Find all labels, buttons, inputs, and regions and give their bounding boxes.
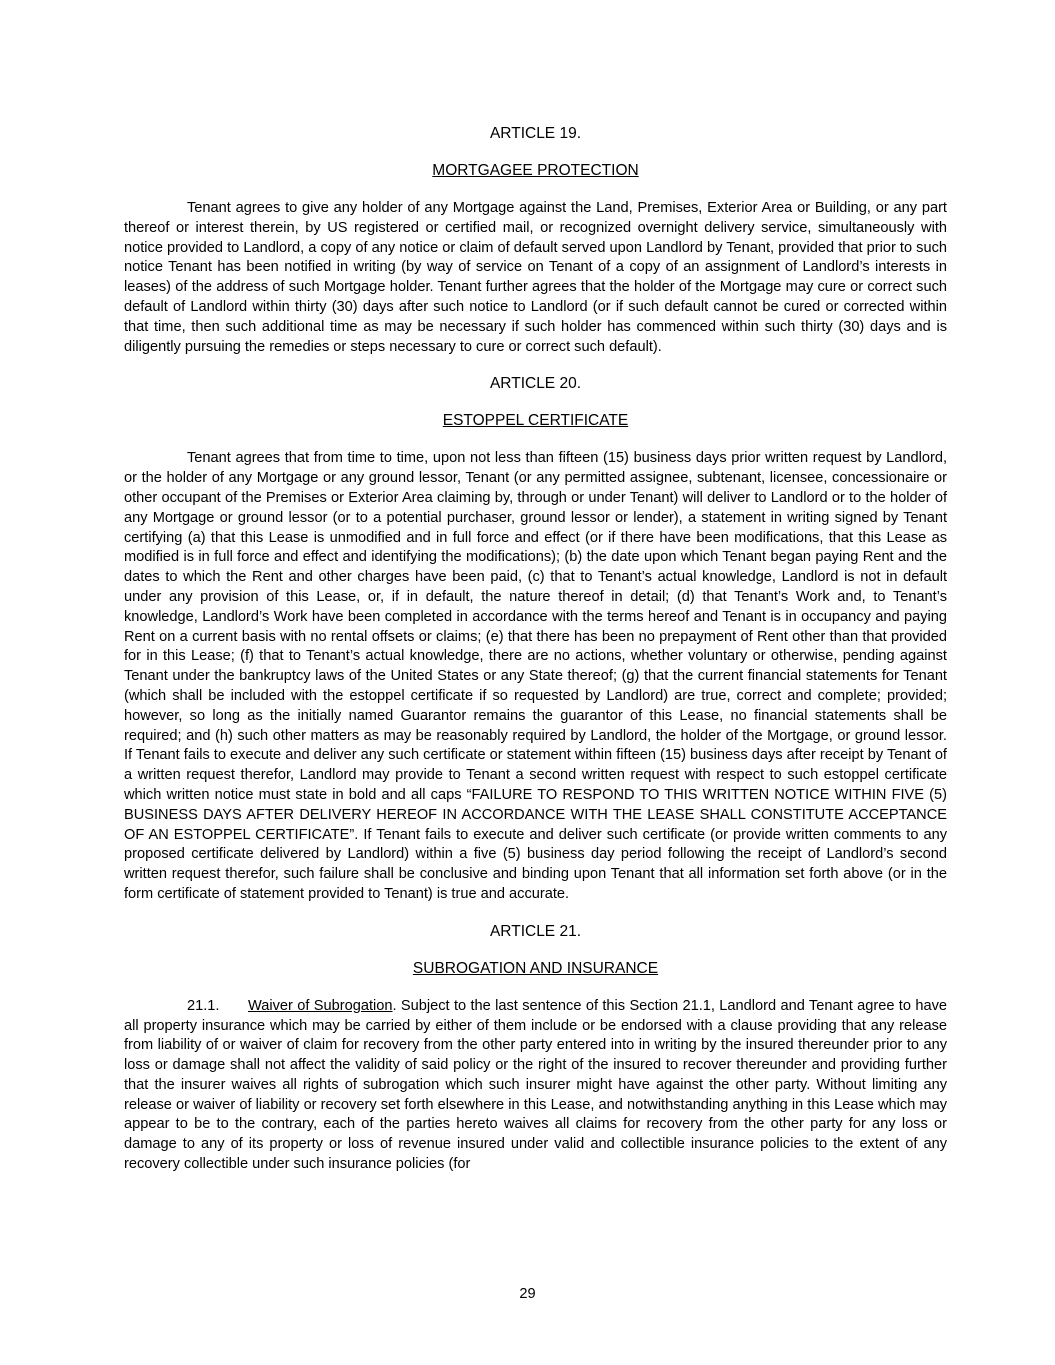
article-21-heading: ARTICLE 21. [489,922,582,940]
article-21-title: SUBROGATION AND INSURANCE [412,959,659,977]
article-20-heading: ARTICLE 20. [489,375,582,393]
document-page [124,124,947,1192]
section-number: 21.1. [187,997,220,1014]
article-19-heading: ARTICLE 19. [489,125,582,142]
article-20-body: Tenant agrees that from time to time, upon not less than fifteen (15) business days prior written request by Landlord, or the holder of any Mortgage or any ground lessor, Tenant (or any permitted assignee, subtenant, licensee, concessionaire or other occupant of the Premises or Exterior Area claiming by, through or under Tenant) will deliver to Landlord or to the holder of any Mortgage or ground lessor (or to a potential purchaser, ground lessor or lender), a statement in writing signed by Tenant certifying (a) that this Lease is unmodified and in full force and effect (or if there have been modifications, that this Lease as modified is in full force and effect and identifying the modifications); (b) the date upon which Tenant began paying Rent and the dates to which the Rent and other charges have been paid, (c) that to Tenant’s actual knowledge, Landlord is not in default under any provision of this Lease, or, if in default, the nature thereof in detail; (d) that Tenant’s Work and, to Tenant’s knowledge, Landlord’s Work have been completed in accordance with the terms hereof and Tenant is in occupancy and paying Rent on a current basis with no rental offsets or claims; (e) that there has been no prepayment of Rent other than that provided for in this Lease; (f) that to Tenant’s actual knowledge, there are no actions, whether voluntary or otherwise, pending against Tenant under the bankruptcy laws of the United States or any State thereof; (g) that the current financial statements for Tenant (which shall be included with the estoppel certificate if so requested by Landlord) are true, correct and complete; provided; however, so long as the initially named Guarantor remains the guarantor of this Lease, no financial statements shall be required; and (h) such other matters as may be reasonably required by Landlord, the holder of the Mortgage, or ground lessor. If Tenant fails to execute and deliver any such certificate or statement within fifteen (15) business days after receipt by Tenant of a written request therefor, Landlord may provide to Tenant a second written request with respect to such estoppel certificate which written notice must state in bold and all caps “FAILURE TO RESPOND TO THIS WRITTEN NOTICE WITHIN FIVE (5) BUSINESS DAYS AFTER DELIVERY HEREOF IN ACCORDANCE WITH THE LEASE SHALL CONSTITUTE ACCEPTANCE OF AN ESTOPPEL CERTIFICATE”. If Tenant fails to execute and deliver such certificate (or provide written comments to any proposed certificate delivered by Landlord) within a five (5) business day period following the receipt of Landlord’s second written request therefor, such failure shall be conclusive and binding upon Tenant that all information set forth above (or in the form certificate of statement provided to Tenant) is true and accurate. [124,450,947,902]
article-19-body: Tenant agrees to give any holder of any Mortgage against the Land, Premises, Exterior Area or Building, or any part thereof or interest therein, by US registered or certified mail, or recognized overnight delivery service, simultaneously with notice provided to Landlord, a copy of any notice or claim of default served upon Landlord by Tenant, provided that prior to such notice Tenant has been notified in writing (by way of service on Tenant of a copy of an assignment of Landlord’s interests in leases) of the address of such Mortgage holder. Tenant further agrees that the holder of the Mortgage may cure or correct such default of Landlord within thirty (30) days after such notice to Landlord (or if such default cannot be cured or corrected within that time, then such additional time as may be necessary if such holder has commenced within such thirty (30) days and is diligently pursuing the remedies or steps necessary to cure or correct such default). [124,200,947,355]
article-19-title: MORTGAGEE PROTECTION [432,162,639,179]
section-21-1-body: . Subject to the last sentence of this Section 21.1, Landlord and Tenant agree to have all property insurance which may be carried by either of them include or be endorsed with a clause providing that any release from liability of or waiver of claim for recovery from the other party entered into in writing by the insured thereunder prior to any loss or damage shall not affect the validity of said policy or the right of the insured to recover thereunder and providing further that the insurer waives all rights of subrogation which such insurer might have against the other party. Without limiting any release or waiver of liability or recovery set forth elsewhere in this Lease, and notwithstanding anything in this Lease which may appear to be to the contrary, each of the parties hereto waives all claims for recovery from the other party for any loss or damage to any of its property or loss of revenue insured under valid and collectible insurance policies to the extent of any recovery collectible under such insurance policies (for [124,997,947,1173]
page-number: 29 [519,1286,536,1302]
article-20-title: ESTOPPEL CERTIFICATE [442,412,629,430]
section-title: Waiver of Subrogation [248,997,393,1014]
section-21-1-paragraph [124,997,947,1175]
